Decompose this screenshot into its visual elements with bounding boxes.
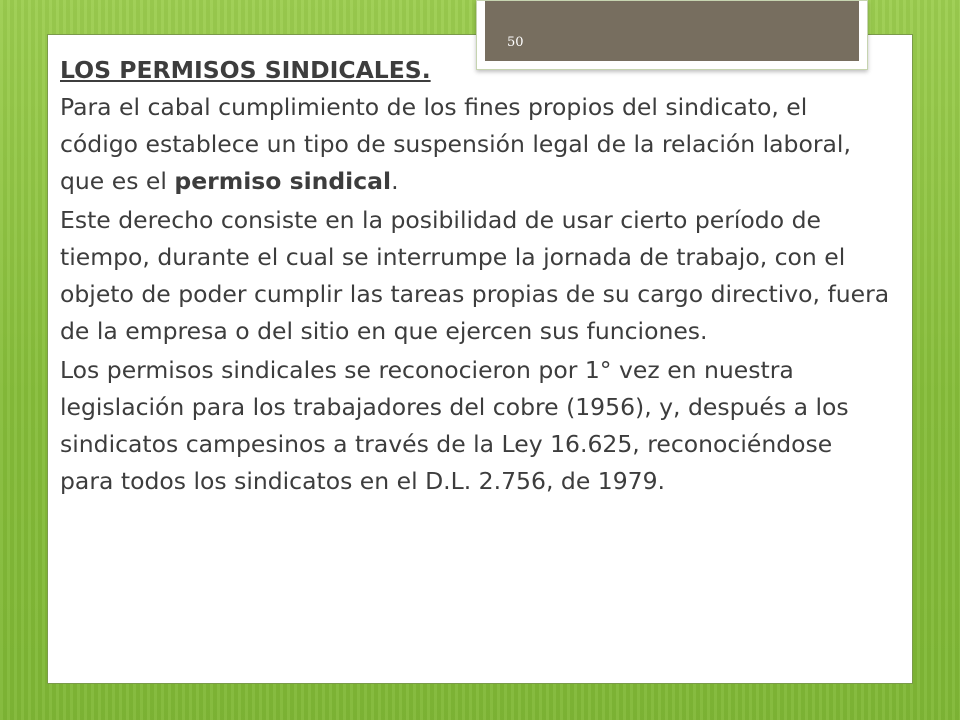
paragraph-definition-bold: permiso sindical [174,167,392,195]
paragraph-history: Los permisos sindicales se reconocieron por 1° vez en nuestra legislación para los trabajadores del cobre (1956), y, después a los sindicatos campesinos a través de la Ley 16.625, reconociéndose para todos los sindicatos en el D.L. 2.756, de 1979. [60,356,849,495]
paragraph-definition [60,89,890,200]
slide-heading: LOS PERMISOS SINDICALES. [60,56,431,84]
page-number: 50 [507,35,524,50]
paragraph-right: Este derecho consiste en la posibilidad de usar cierto período de tiempo, durante el cual se interrumpe la jornada de trabajo, con el objeto de poder cumplir las tareas propias de su cargo directivo, fuera de la empresa o del sitio en que ejercen sus funciones. [60,206,890,345]
paragraph-definition-end: . [391,167,399,195]
paragraph-definition-text: Para el cabal cumplimiento de los fines propios del sindicato, el código establece un tipo de suspensión legal de la relación laboral, que es el [60,93,851,195]
slide-text [60,52,890,502]
